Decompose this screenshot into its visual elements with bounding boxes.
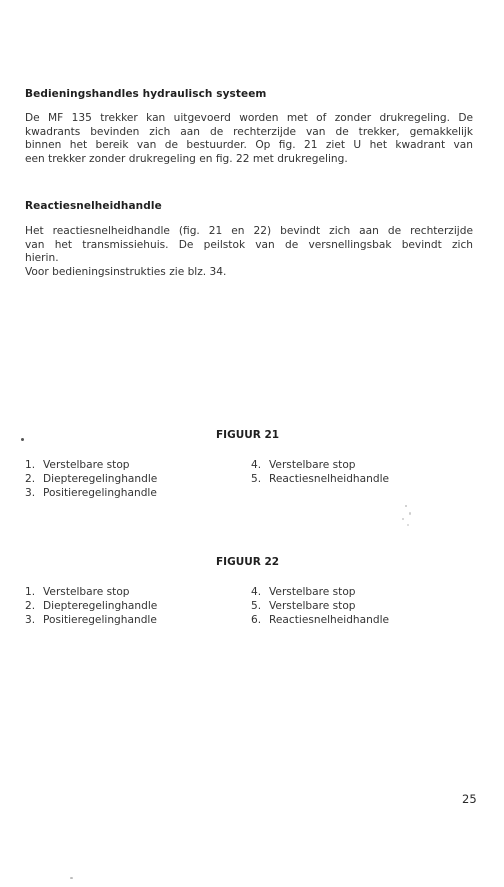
figure-22-legend-right xyxy=(251,586,389,627)
print-speck xyxy=(409,512,411,515)
section-heading-hydraulic-controls: Bedieningshandles hydraulisch systeem xyxy=(25,88,267,100)
paragraph-line: van het transmissiehuis. De peilstok van de versnellingsbak bevindt zich xyxy=(25,238,473,251)
figure-title-21: FIGUUR 21 xyxy=(216,429,280,441)
print-speck xyxy=(21,438,24,441)
figure-22-legend-left xyxy=(25,586,157,627)
figure-21-legend-right xyxy=(251,459,389,487)
legend-item: 3. Positieregelinghandle xyxy=(25,486,157,499)
legend-item: 2. Diepteregelinghandle xyxy=(25,599,158,612)
legend-item: 1. Verstelbare stop xyxy=(25,586,130,598)
paragraph-line: De MF 135 trekker kan uitgevoerd worden met of zonder drukregeling. De xyxy=(25,112,473,124)
legend-item: 4. Verstelbare stop xyxy=(251,459,356,471)
legend-item: 4. Verstelbare stop xyxy=(251,586,356,598)
print-speck xyxy=(405,505,407,507)
paragraph-line: hierin. xyxy=(25,252,59,265)
figure-21-legend-left xyxy=(25,459,157,500)
section-heading-reaction-speed: Reactiesnelheidhandle xyxy=(25,200,162,212)
section-paragraph-hydraulic-controls xyxy=(25,112,473,166)
print-speck xyxy=(407,524,409,526)
section-paragraph-reaction-speed xyxy=(25,225,473,279)
print-speck xyxy=(402,518,404,520)
paragraph-line: kwadrants bevinden zich aan de rechterzijde van de trekker, gemakkelijk xyxy=(25,125,473,138)
paragraph-line: Voor bedieningsinstrukties zie blz. 34. xyxy=(25,265,227,278)
figure-title-22: FIGUUR 22 xyxy=(216,556,280,568)
legend-item: 1. Verstelbare stop xyxy=(25,459,130,471)
paragraph-line: Het reactiesnelheidhandle (fig. 21 en 22) bevindt zich aan de rechterzijde xyxy=(25,225,473,237)
legend-item: 6. Reactiesnelheidhandle xyxy=(251,613,390,626)
legend-item: 5. Verstelbare stop xyxy=(251,599,356,612)
print-speck xyxy=(70,877,73,879)
legend-item: 3. Positieregelinghandle xyxy=(25,613,157,626)
legend-item: 2. Diepteregelinghandle xyxy=(25,472,158,485)
paragraph-line: binnen het bereik van de bestuurder. Op fig. 21 ziet U het kwadrant van xyxy=(25,139,473,152)
legend-item: 5. Reactiesnelheidhandle xyxy=(251,472,390,485)
page-number: 25 xyxy=(462,792,477,806)
paragraph-line: een trekker zonder drukregeling en fig. 22 met drukregeling. xyxy=(25,152,348,165)
